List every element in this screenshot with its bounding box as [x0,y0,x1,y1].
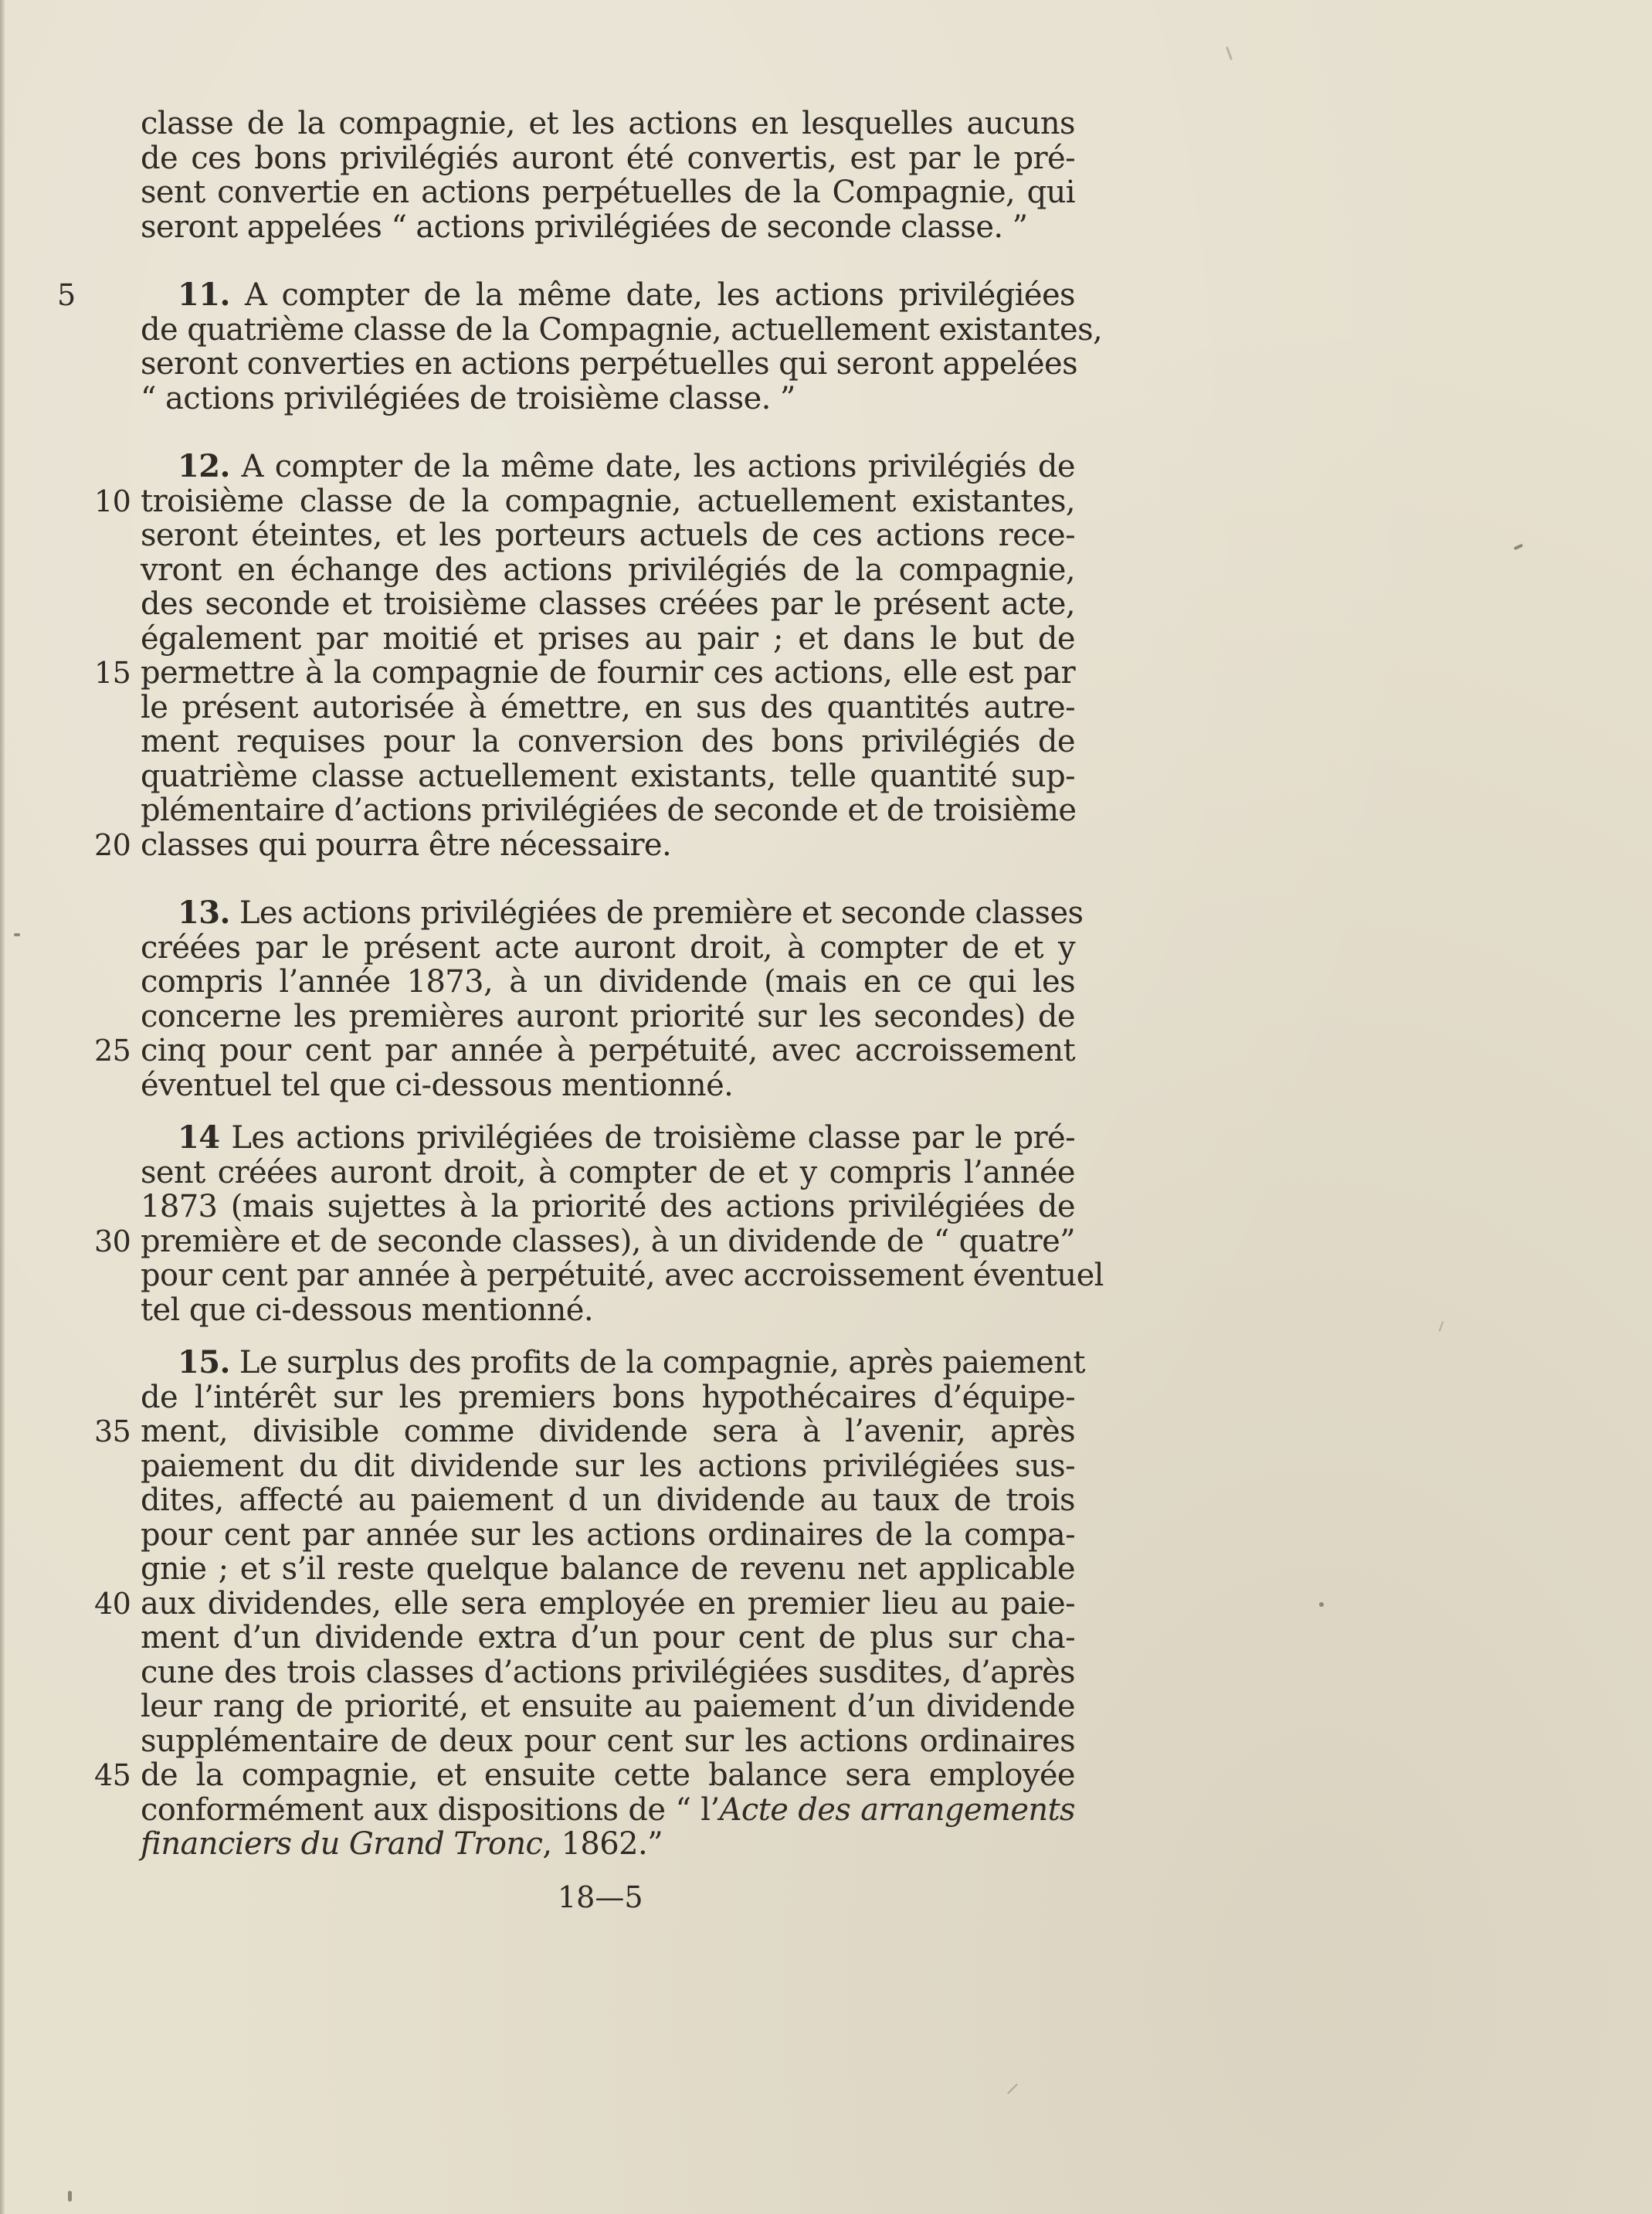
text-line: de l’intérêt sur les premiers bons hypothécaires d’équipe- [141,1379,1075,1415]
paragraph-continuation [141,107,1075,244]
text-line: tel que ci-dessous mentionné. [141,1292,593,1328]
article-13 [94,895,1084,1103]
text-line [94,1033,1075,1068]
text-line [94,483,1075,519]
text-fragment: A compter de la même date, les actions privilégiés de [241,449,1075,484]
text-line: cune des trois classes d’actions privilégiées susdites, d’après [141,1654,1075,1690]
paper-speck [68,2191,72,2202]
text-line: le présent autorisée à émettre, en sus des quantités autre- [141,689,1075,725]
act-title-italic: Acte des arrangements [719,1791,1075,1828]
text-fragment: permettre à la compagnie de fournir ces actions, elle est par [141,655,1075,691]
text-fragment: Les actions privilégiées de première et seconde classes [239,895,1084,931]
text-line [94,1585,1075,1621]
text-fragment: classes qui pourra être nécessaire. [141,827,672,863]
text-fragment: A compter de la même date, les actions privilégiées [245,277,1075,313]
text-fragment: cinq pour cent par année à perpétuité, avec accroissement [141,1033,1075,1068]
text-line: pour cent par année sur les actions ordinaires de la compa- [141,1516,1075,1553]
line-number: 10 [94,484,131,518]
article-number: 11. [178,277,230,313]
article-11 [57,277,1103,416]
text-line: seront éteintes, et les porteurs actuels de ces actions rece- [141,518,1075,553]
text-fragment: Les actions privilégiées de troisième classe par le pré- [231,1120,1075,1156]
text-fragment: conformément aux dispositions de “ l’ [141,1791,720,1828]
text-line: quatrième classe actuellement existants, telle quantité sup- [141,758,1075,794]
text-line: classe de la compagnie, et les actions en lesquelles aucuns [141,106,1075,141]
text-line: dites, affecté au paiement d un dividende au taux de trois [141,1482,1075,1518]
line-number: 5 [57,278,76,312]
line-number: 30 [94,1224,131,1258]
text-fragment: première et de seconde classes), à un dividende de “ quatre” [141,1223,1075,1259]
text-line: pour cent par année à perpétuité, avec accroissement éventuel [141,1258,1104,1293]
text-line: paiement du dit dividende sur les actions privilégiées sus- [141,1448,1075,1484]
document-body [57,106,1104,1896]
text-line [141,895,1084,931]
text-line: de ces bons privilégiés auront été convertis, est par le pré- [141,140,1075,176]
text-line: seront appelées “ actions privilégiées de seconde classe. ” [141,209,1028,245]
line-number: 35 [94,1414,131,1448]
line-number: 40 [94,1586,131,1621]
article-number: 13. [178,895,230,931]
text-line [141,1827,1075,1862]
text-line: vront en échange des actions privilégiés de la compagnie, [141,552,1075,588]
act-title-italic: financiers du Grand Tronc [141,1826,543,1862]
line-number: 20 [94,827,131,862]
paper-speck [1319,1602,1324,1607]
text-line: gnie ; et s’il reste quelque balance de revenu net applicable [141,1551,1075,1587]
page-binding-edge [0,0,5,2214]
article-number: 15. [178,1344,230,1380]
text-fragment: de la compagnie, et ensuite cette balance sera employée [141,1757,1075,1793]
text-line: supplémentaire de deux pour cent sur les actions ordinaires [141,1723,1075,1759]
text-line [94,1223,1075,1259]
text-line [141,450,1075,484]
text-line [141,1793,1075,1828]
text-line: de quatrième classe de la Compagnie, actuellement existantes, [141,311,1103,348]
text-line: sent créées auront droit, à compter de et y compris l’année [141,1154,1075,1190]
article-12 [94,448,1077,863]
text-line [141,1121,1075,1156]
text-line: des seconde et troisième classes créées par le présent acte, [141,586,1075,622]
text-line [94,827,1075,863]
text-line: créées par le présent acte auront droit, à compter de et y [141,929,1075,966]
text-line: “ actions privilégiées de troisième classe. ” [141,380,795,416]
page-number: 18—5 [558,1880,643,1914]
line-number: 45 [94,1758,131,1792]
article-14 [94,1119,1104,1328]
text-line: compris l’année 1873, à un dividende (mais en ce qui les [141,964,1075,1000]
text-line [57,277,1075,313]
text-line: également par moitié et prises au pair ; et dans le but de [141,620,1075,657]
line-number: 15 [94,656,131,690]
text-fragment: Le surplus des profits de la compagnie, après paiement [239,1345,1085,1380]
text-line [141,1344,1085,1380]
text-line: plémentaire d’actions privilégiées de seconde et de troisième [141,793,1077,828]
text-line: concerne les premières auront priorité sur les secondes) de [141,998,1075,1034]
text-line [94,1414,1075,1449]
article-number: 12. [178,448,230,484]
text-line: ment requises pour la conversion des bons privilégiés de [141,724,1075,759]
paper-speck [14,933,20,936]
text-fragment: troisième classe de la compagnie, actuellement existantes, [141,483,1075,519]
text-fragment: , 1862.” [542,1826,663,1862]
text-fragment: ment, divisible comme dividende sera à l’avenir, après [141,1414,1075,1449]
text-line: sent convertie en actions perpétuelles de la Compagnie, qui [141,175,1075,210]
line-number: 25 [94,1034,131,1068]
text-fragment: aux dividendes, elle sera employée en premier lieu au paie- [141,1585,1075,1621]
text-line: seront converties en actions perpétuelles qui seront appelées [141,346,1078,382]
text-line: 1873 (mais sujettes à la priorité des actions privilégiées de [141,1189,1075,1224]
article-15 [94,1344,1085,1862]
article-number: 14 [178,1119,220,1156]
text-line [94,655,1075,691]
text-line: éventuel tel que ci-dessous mentionné. [141,1067,734,1103]
text-line [94,1757,1075,1793]
text-line: leur rang de priorité, et ensuite au paiement d’un dividende [141,1689,1075,1724]
text-line: ment d’un dividende extra d’un pour cent de plus sur cha- [141,1620,1075,1655]
